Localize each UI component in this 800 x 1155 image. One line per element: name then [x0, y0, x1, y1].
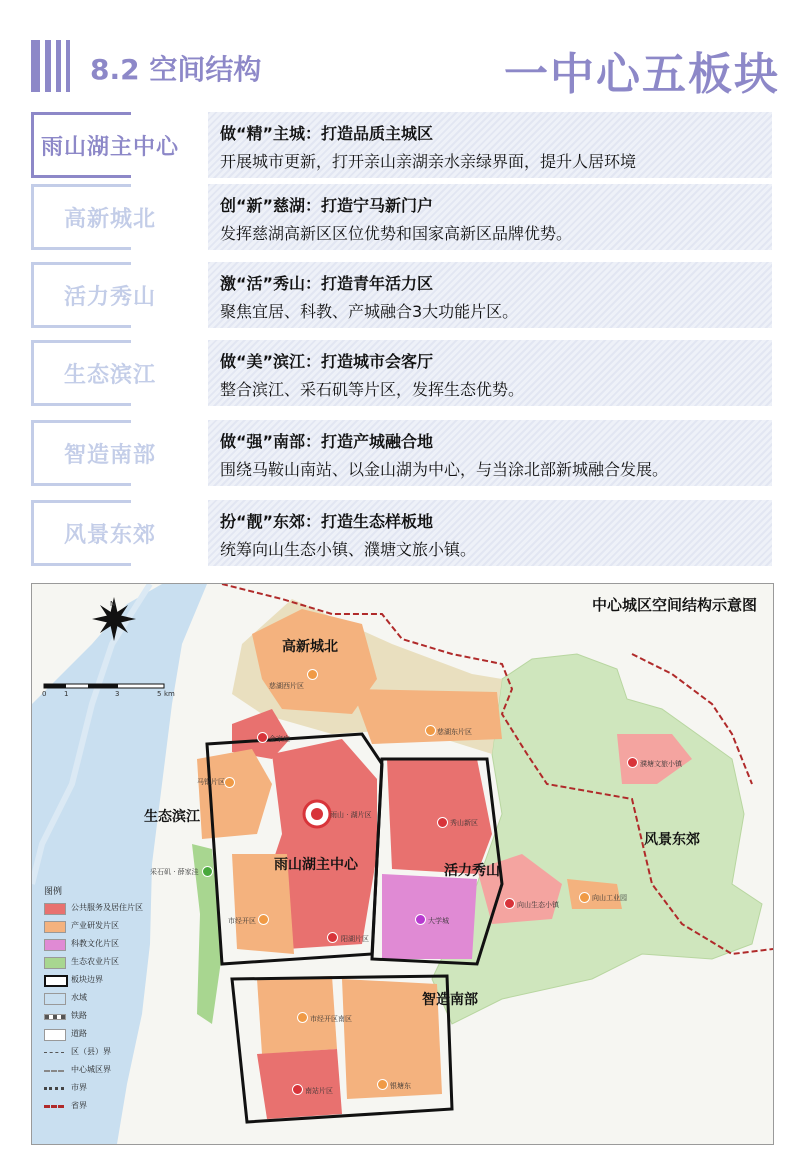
- place-marker: [377, 1079, 388, 1090]
- place-marker: [258, 914, 269, 925]
- place-marker: [504, 898, 515, 909]
- legend-item: 铁路: [44, 1009, 174, 1027]
- tab-label: 风景东郊: [63, 523, 156, 548]
- place-label: 慈湖东片区: [437, 728, 472, 736]
- structure-row: [31, 500, 772, 566]
- legend-item: 水域: [44, 991, 174, 1009]
- row-title: 创“新”慈湖：打造宁马新门户: [220, 196, 434, 215]
- zone-label-riverside: 生态滨江: [144, 809, 200, 825]
- row-description: [208, 340, 772, 406]
- row-title: 做“美”滨江：打造城市会客厅: [220, 352, 434, 371]
- place-label: 金家庄: [269, 735, 290, 743]
- place-label: 阳湖片区: [341, 935, 369, 943]
- row-body: 聚焦宜居、科教、产城融合3大功能片区。: [220, 302, 519, 321]
- scale-label-km: km: [164, 690, 175, 698]
- place-marker: [627, 757, 638, 768]
- row-description: [208, 112, 772, 178]
- tab-east-scenic[interactable]: [31, 500, 189, 566]
- legend-item: 市界: [44, 1081, 174, 1099]
- page-headline: 一中心五板块: [504, 49, 780, 100]
- legend-item: 科教文化片区: [44, 937, 174, 955]
- tab-gaoxin-north[interactable]: [31, 184, 189, 250]
- legend-item: 省界: [44, 1099, 174, 1117]
- place-label: 南站片区: [305, 1087, 333, 1095]
- tab-xiushan[interactable]: [31, 262, 189, 328]
- scale-label-3: 3: [115, 690, 120, 698]
- place-marker: [224, 777, 235, 788]
- tab-label: 生态滨江: [63, 363, 156, 388]
- tab-south-manufacturing[interactable]: [31, 420, 189, 486]
- place-label: 银塘东: [390, 1082, 411, 1090]
- structure-row: [31, 420, 772, 486]
- row-description: [208, 420, 772, 486]
- header-decoration-bars: [31, 40, 83, 92]
- place-marker: [327, 932, 338, 943]
- row-title: 做“精”主城：打造品质主城区: [220, 124, 434, 143]
- structure-row: [31, 262, 772, 328]
- place-marker: [579, 892, 590, 903]
- legend-item: 产业研发片区: [44, 919, 174, 937]
- legend-item: 生态农业片区: [44, 955, 174, 973]
- place-label: 秀山新区: [450, 819, 478, 827]
- place-label: 向山工业园: [592, 894, 627, 902]
- place-marker: [307, 669, 318, 680]
- row-body: 开展城市更新，打开亲山亲湖亲水亲绿界面，提升人居环境: [220, 152, 637, 171]
- zone-label-gaoxin-north: 高新城北: [282, 639, 338, 655]
- place-label: 大学城: [428, 917, 449, 925]
- legend-item: 中心城区界: [44, 1063, 174, 1081]
- place-label: 向山生态小镇: [517, 901, 559, 909]
- tab-riverside-ecology[interactable]: [31, 340, 189, 406]
- tab-label: 高新城北: [63, 207, 156, 232]
- place-marker: [257, 732, 268, 743]
- place-marker: [202, 866, 213, 877]
- scale-label-0: 0: [42, 690, 47, 698]
- legend-item: 区（县）界: [44, 1045, 174, 1063]
- place-label: 雨山 · 湖片区: [330, 811, 372, 819]
- row-body: 整合滨江、采石矶等片区，发挥生态优势。: [220, 380, 525, 399]
- row-body: 统筹向山生态小镇、濮塘文旅小镇。: [220, 540, 477, 559]
- tab-label: 智造南部: [63, 443, 156, 468]
- tab-label: 活力秀山: [63, 285, 156, 310]
- scale-label-1: 1: [64, 690, 69, 698]
- place-marker: [297, 1012, 308, 1023]
- row-title: 激“活”秀山：打造青年活力区: [220, 274, 434, 293]
- place-label: 采石矶 · 薛家洼: [150, 868, 199, 876]
- place-label: 慈湖西片区: [269, 682, 304, 690]
- zone-label-south: 智造南部: [422, 992, 478, 1008]
- place-label: 濮塘文旅小镇: [640, 760, 682, 768]
- legend-item: 道路: [44, 1027, 174, 1045]
- row-body: 发挥慈湖高新区区位优势和国家高新区品牌优势。: [220, 224, 573, 243]
- structure-row: [31, 112, 772, 178]
- zone-label-xiushan: 活力秀山: [444, 863, 500, 879]
- map-legend: [44, 884, 174, 1117]
- place-marker: [437, 817, 448, 828]
- place-label: 市经开区: [228, 917, 256, 925]
- place-label: 马钢片区: [197, 778, 225, 786]
- tab-label: 雨山湖主中心: [40, 135, 179, 160]
- scale-label-5: 5: [157, 690, 162, 698]
- legend-item: 板块边界: [44, 973, 174, 991]
- row-title: 扮“靓”东郊：打造生态样板地: [220, 512, 434, 531]
- row-body: 围绕马鞍山南站、以金山湖为中心，与当涂北部新城融合发展。: [220, 460, 669, 479]
- section-title: 8.2 空间结构: [90, 53, 262, 86]
- legend-title: 图例: [44, 887, 63, 897]
- row-description: [208, 262, 772, 328]
- row-description: [208, 500, 772, 566]
- structure-row: [31, 340, 772, 406]
- map-title: 中心城区空间结构示意图: [591, 596, 757, 614]
- tab-yushan-lake-center[interactable]: [31, 112, 189, 178]
- zone-label-main-center: 雨山湖主中心: [274, 857, 358, 873]
- structure-row: [31, 184, 772, 250]
- legend-item: 公共服务及居住片区: [44, 901, 174, 919]
- place-marker: [425, 725, 436, 736]
- place-marker: [292, 1084, 303, 1095]
- row-title: 做“强”南部：打造产城融合地: [220, 432, 434, 451]
- place-label: 市经开区南区: [310, 1015, 352, 1023]
- row-description: [208, 184, 772, 250]
- zone-label-east: 风景东郊: [644, 832, 700, 848]
- compass-label: N: [110, 600, 116, 608]
- place-marker: [415, 914, 426, 925]
- spatial-structure-map: [31, 583, 774, 1145]
